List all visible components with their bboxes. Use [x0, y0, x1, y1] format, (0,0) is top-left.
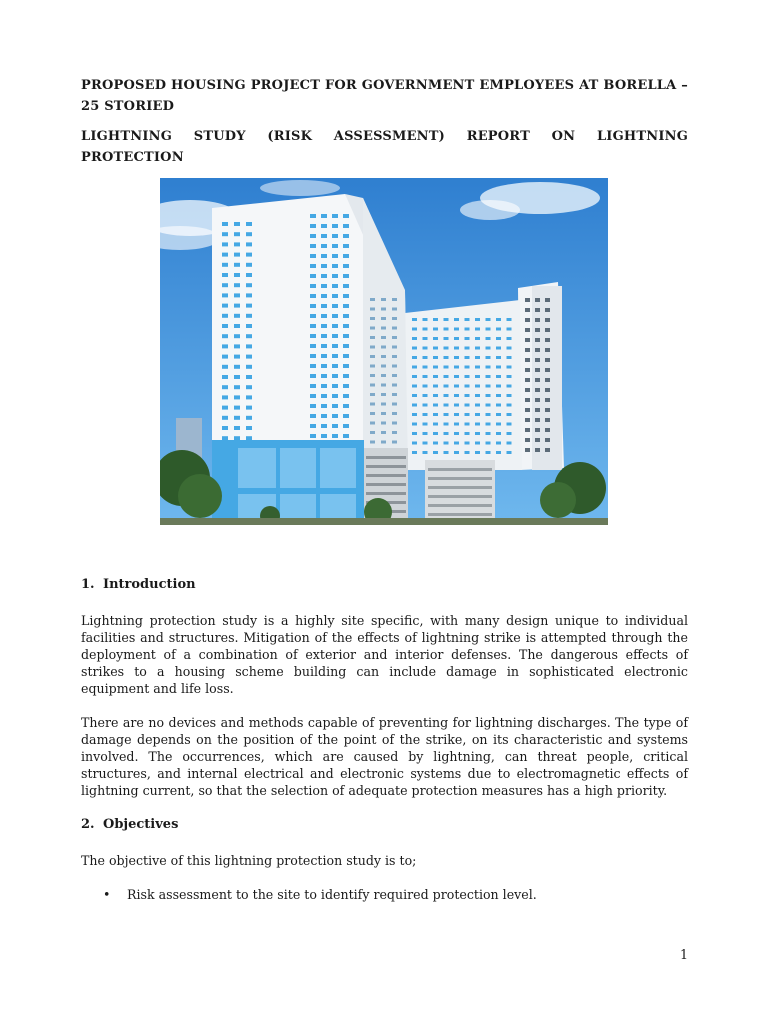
section-number: 2.	[81, 817, 95, 832]
page-number: 1	[680, 947, 689, 962]
bullet-icon: •	[103, 887, 111, 902]
section-heading-objectives	[81, 816, 178, 834]
intro-paragraph-1: Lightning protection study is a highly site specific, with many design unique to individual facilities and structures. Mitigation of the effects of lightning strike is attempted through the deployment of a combination of exterior and interior defenses. The dangerous effects of strikes to a housing scheme building can include damage in sophisticated electronic equipment and life loss.	[81, 613, 688, 696]
section-title: Introduction	[103, 577, 196, 592]
document-title: PROPOSED HOUSING PROJECT FOR GOVERNMENT EMPLOYEES AT BORELLA – 25 STORIED	[81, 78, 688, 114]
report-subtitle: LIGHTNING STUDY (RISK ASSESSMENT) REPORT ON LIGHTNING PROTECTION	[81, 129, 688, 165]
section-title: Objectives	[103, 817, 179, 832]
section-number: 1.	[81, 577, 95, 592]
list-item	[103, 886, 537, 903]
list-item-text: Risk assessment to the site to identify required protection level.	[127, 887, 537, 902]
building-illustration	[160, 178, 608, 525]
section-heading-introduction	[81, 576, 196, 594]
objectives-intro: The objective of this lightning protection study is to;	[81, 853, 417, 868]
intro-paragraph-2: There are no devices and methods capable of preventing for lightning discharges. The type of damage depends on the position of the point of the strike, on its characteristic and systems involved. The occurrences, which are caused by lightning, can threat people, critical structures, and internal electrical and electronic systems due to electromagnetic effects of lightning current, so that the selection of adequate protection measures has a high priority.	[81, 715, 688, 798]
building-photo	[160, 178, 608, 525]
